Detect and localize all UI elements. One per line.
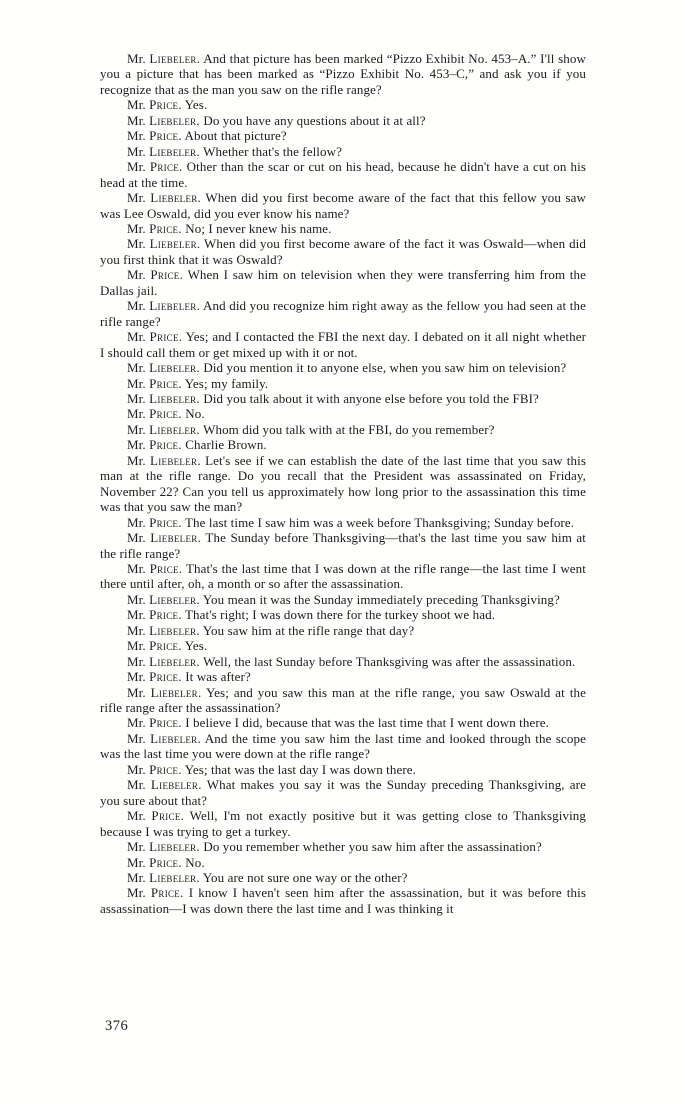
utterance-text: You are not sure one way or the other? [202, 870, 408, 886]
speaker-name: Mr. Price. [127, 669, 182, 685]
utterance-text: No. [185, 854, 205, 870]
dialogue-paragraph [100, 654, 586, 669]
page-number: 376 [105, 1018, 129, 1034]
speaker-name: Mr. Liebeler. [127, 112, 200, 128]
speaker-name: Mr. Price. [127, 375, 182, 391]
dialogue-paragraph [100, 685, 586, 716]
utterance-text: Do you remember whether you saw him after the assassination? [203, 839, 542, 855]
dialogue-paragraph [100, 360, 586, 375]
utterance-text: Yes; that was the last day I was down there. [184, 761, 417, 777]
speaker-name: Mr. Liebeler. [127, 730, 202, 746]
utterance-text: No; I never knew his name. [185, 220, 332, 236]
utterance-text: Did you mention it to anyone else, when you saw him on television? [203, 360, 567, 376]
utterance-text: What makes you say it was the Sunday preceding Thanksgiving, are you sure about that? [100, 777, 586, 808]
utterance-text: No. [185, 406, 205, 422]
dialogue-paragraph [100, 762, 586, 777]
utterance-text: Yes. [184, 97, 208, 113]
dialogue-paragraph [100, 561, 586, 592]
dialogue-paragraph [100, 144, 586, 159]
utterance-text: You saw him at the rifle range that day? [202, 622, 415, 638]
speaker-name: Mr. Price. [127, 329, 183, 345]
speaker-name: Mr. Liebeler. [127, 360, 200, 376]
speaker-name: Mr. Liebeler. [127, 143, 200, 159]
dialogue-paragraph [100, 855, 586, 870]
speaker-name: Mr. Price. [127, 514, 182, 530]
speaker-name: Mr. Liebeler. [127, 653, 200, 669]
utterance-text: Well, I'm not exactly positive but it was getting close to Thanksgiving because I was trying to get a turkey. [100, 808, 586, 839]
speaker-name: Mr. Price. [127, 220, 182, 236]
utterance-text: You mean it was the Sunday immediately preceding Thanksgiving? [202, 591, 560, 607]
dialogue-paragraph [100, 808, 586, 839]
utterance-text: And the time you saw him the last time and looked through the scope was the last time you were down at the rifle range? [100, 730, 586, 762]
dialogue-paragraph [100, 51, 586, 97]
utterance-text: The Sunday before Thanksgiving—that's the last time you saw him at the rifle range? [100, 530, 586, 561]
dialogue-paragraph [100, 870, 586, 885]
speaker-name: Mr. Liebeler. [127, 190, 202, 206]
utterance-text: Yes. [184, 638, 208, 654]
speaker-name: Mr. Price. [127, 638, 182, 654]
speaker-name: Mr. Price. [127, 128, 182, 144]
utterance-text: Let's see if we can establish the date of the last time that you saw this man at the rifle range. Do you recall that the President was assassinated on Friday, November 22? Can you tell us approximately how long prior to the assassination this time was that you saw the man? [100, 452, 586, 515]
utterance-text: That's right; I was down there for the turkey shoot we had. [185, 607, 496, 623]
speaker-name: Mr. Liebeler. [127, 236, 201, 252]
speaker-name: Mr. Price. [127, 560, 183, 576]
speaker-name: Mr. Liebeler. [127, 452, 201, 468]
dialogue-paragraph [100, 329, 586, 360]
dialogue-paragraph [100, 453, 586, 515]
dialogue-paragraph [100, 885, 586, 916]
utterance-text: Yes; and you saw this man at the rifle range, you saw Oswald at the rifle range after the assassination? [100, 684, 586, 716]
utterance-text: Other than the scar or cut on his head, because he didn't have a cut on his head at the time. [100, 159, 586, 190]
utterance-text: Did you talk about it with anyone else before you told the FBI? [203, 390, 539, 406]
dialogue-paragraph [100, 236, 586, 267]
dialogue-paragraph [100, 592, 586, 607]
utterance-text: About that picture? [184, 128, 287, 144]
utterance-text: The last time I saw him was a week before Thanksgiving; Sunday before. [185, 514, 575, 530]
utterance-text: I know I haven't seen him after the assassination, but it was before this assassination—I was down there the last time and I was thinking it [100, 885, 586, 916]
testimony-text-block [100, 51, 586, 916]
dialogue-paragraph [100, 97, 586, 112]
dialogue-paragraph [100, 437, 586, 452]
speaker-name: Mr. Price. [127, 715, 182, 731]
speaker-name: Mr. Liebeler. [127, 839, 200, 855]
dialogue-paragraph [100, 391, 586, 406]
utterance-text: When did you first become aware of the fact it was Oswald—when did you first think that it was Oswald? [100, 236, 586, 267]
speaker-name: Mr. Liebeler. [127, 591, 200, 607]
utterance-text: Charlie Brown. [185, 437, 267, 453]
dialogue-paragraph [100, 267, 586, 298]
speaker-name: Mr. Price. [127, 159, 183, 175]
speaker-name: Mr. Liebeler. [127, 622, 200, 638]
dialogue-paragraph [100, 839, 586, 854]
speaker-name: Mr. Price. [127, 885, 184, 901]
utterance-text: It was after? [185, 669, 251, 685]
dialogue-paragraph [100, 190, 586, 221]
utterance-text: And did you recognize him right away as the fellow you had seen at the rifle range? [100, 298, 586, 329]
speaker-name: Mr. Price. [127, 607, 182, 623]
utterance-text: Yes; and I contacted the FBI the next day. I debated on it all night whether I should call them or get mixed up with it or not. [100, 329, 586, 360]
speaker-name: Mr. Liebeler. [127, 298, 201, 314]
dialogue-paragraph [100, 113, 586, 128]
speaker-name: Mr. Liebeler. [127, 530, 202, 546]
utterance-text: And that picture has been marked “Pizzo Exhibit No. 453–A.” I'll show you a picture that has been marked as “Pizzo Exhibit No. 453–C,” and ask you if you recognize that as the man you saw on the rifle range? [100, 51, 586, 97]
speaker-name: Mr. Liebeler. [127, 777, 202, 793]
dialogue-paragraph [100, 731, 586, 762]
dialogue-paragraph [100, 159, 586, 190]
dialogue-paragraph [100, 376, 586, 391]
dialogue-paragraph [100, 638, 586, 653]
speaker-name: Mr. Price. [127, 406, 182, 422]
dialogue-paragraph [100, 530, 586, 561]
dialogue-paragraph [100, 298, 586, 329]
dialogue-paragraph [100, 607, 586, 622]
speaker-name: Mr. Liebeler. [127, 870, 200, 886]
speaker-name: Mr. Liebeler. [127, 421, 200, 437]
speaker-name: Mr. Price. [127, 437, 182, 453]
dialogue-paragraph [100, 128, 586, 143]
utterance-text: When I saw him on television when they were transferring him from the Dallas jail. [100, 267, 586, 298]
dialogue-paragraph [100, 515, 586, 530]
speaker-name: Mr. Liebeler. [127, 684, 202, 700]
dialogue-paragraph [100, 406, 586, 421]
dialogue-paragraph [100, 715, 586, 730]
utterance-text: Whom did you talk with at the FBI, do you remember? [203, 421, 495, 437]
utterance-text: When did you first become aware of the fact that this fellow you saw was Lee Oswald, did you ever know his name? [100, 190, 586, 221]
utterance-text: That's the last time that I was down at the rifle range—the last time I went there until after, oh, a month or so after the assassination. [100, 560, 586, 592]
utterance-text: Do you have any questions about it at all? [203, 112, 426, 128]
speaker-name: Mr. Price. [127, 267, 184, 283]
utterance-text: Yes; my family. [184, 375, 269, 391]
speaker-name: Mr. Liebeler. [127, 51, 201, 66]
dialogue-paragraph [100, 221, 586, 236]
dialogue-paragraph [100, 669, 586, 684]
speaker-name: Mr. Price. [127, 761, 182, 777]
speaker-name: Mr. Price. [127, 808, 185, 824]
utterance-text: I believe I did, because that was the last time that I went down there. [185, 715, 549, 731]
speaker-name: Mr. Price. [127, 97, 182, 113]
dialogue-paragraph [100, 777, 586, 808]
utterance-text: Well, the last Sunday before Thanksgiving was after the assassination. [203, 653, 576, 669]
speaker-name: Mr. Liebeler. [127, 390, 200, 406]
utterance-text: Whether that's the fellow? [203, 143, 342, 159]
speaker-name: Mr. Price. [127, 854, 182, 870]
dialogue-paragraph [100, 623, 586, 638]
dialogue-paragraph [100, 422, 586, 437]
